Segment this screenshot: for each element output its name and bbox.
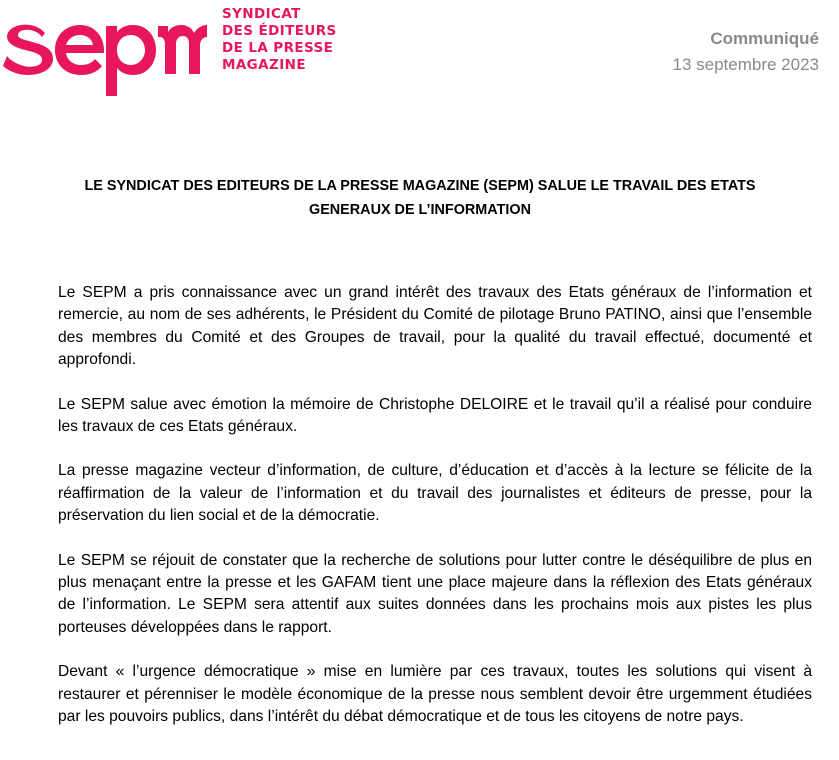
document-title: LE SYNDICAT DES EDITEURS DE LA PRESSE MAGAZINE (SEPM) SALUE LE TRAVAIL DES ETATS GENERAUX DE L’INFORMATION [84,178,756,218]
document-body [58,282,812,751]
org-name-line: DES ÉDITEURS [222,23,337,39]
org-name-line: SYNDICAT [222,6,301,22]
body-paragraph: Devant « l’urgence démocratique » mise en lumière par ces travaux, toutes les solutions qui visent à restaurer et pérenniser le modèle économique de la presse nous semblent devoir être urgemment étudiées par les pouvoirs publics, dans l’intérêt du débat démocratique et de tous les citoyens de notre pays. [58,663,812,726]
sepm-logo-graphic [2,4,207,96]
body-paragraph: Le SEPM se réjouit de constater que la recherche de solutions pour lutter contre le déséquilibre de plus en plus menaçant entre la presse et les GAFAM tient une place majeure dans la réflexion des Etats généraux de l’information. Le SEPM sera attentif aux suites données dans les prochains mois aux pistes les plus porteuses développées dans le rapport. [58,551,812,636]
document-date: 13 septembre 2023 [672,55,819,74]
document-type: Communiqué [710,29,819,48]
body-paragraph: Le SEPM salue avec émotion la mémoire de Christophe DELOIRE et le travail qu’il a réalisé pour conduire les travaux de ces Etats généraux. [58,395,812,436]
org-name-line: MAGAZINE [222,57,306,73]
org-name [222,6,392,74]
sepm-logo [2,4,207,96]
org-name-line: DE LA PRESSE [222,40,334,56]
body-paragraph: La presse magazine vecteur d’information, de culture, d’éducation et d’accès à la lecture se félicite de la réaffirmation de la valeur de l’information et du travail des journalistes et éditeurs de presse, pour la préservation du lien social et de la démocratie. [58,462,812,525]
body-paragraph: Le SEPM a pris connaissance avec un grand intérêt des travaux des Etats généraux de l’information et remercie, au nom de ses adhérents, le Président du Comité de pilotage Bruno PATINO, ainsi que l’ensemble des membres du Comité et des Groupes de travail, pour la qualité du travail effectué, documenté et approfondi. [58,284,812,369]
page-header [0,0,839,110]
document-meta [673,26,820,78]
